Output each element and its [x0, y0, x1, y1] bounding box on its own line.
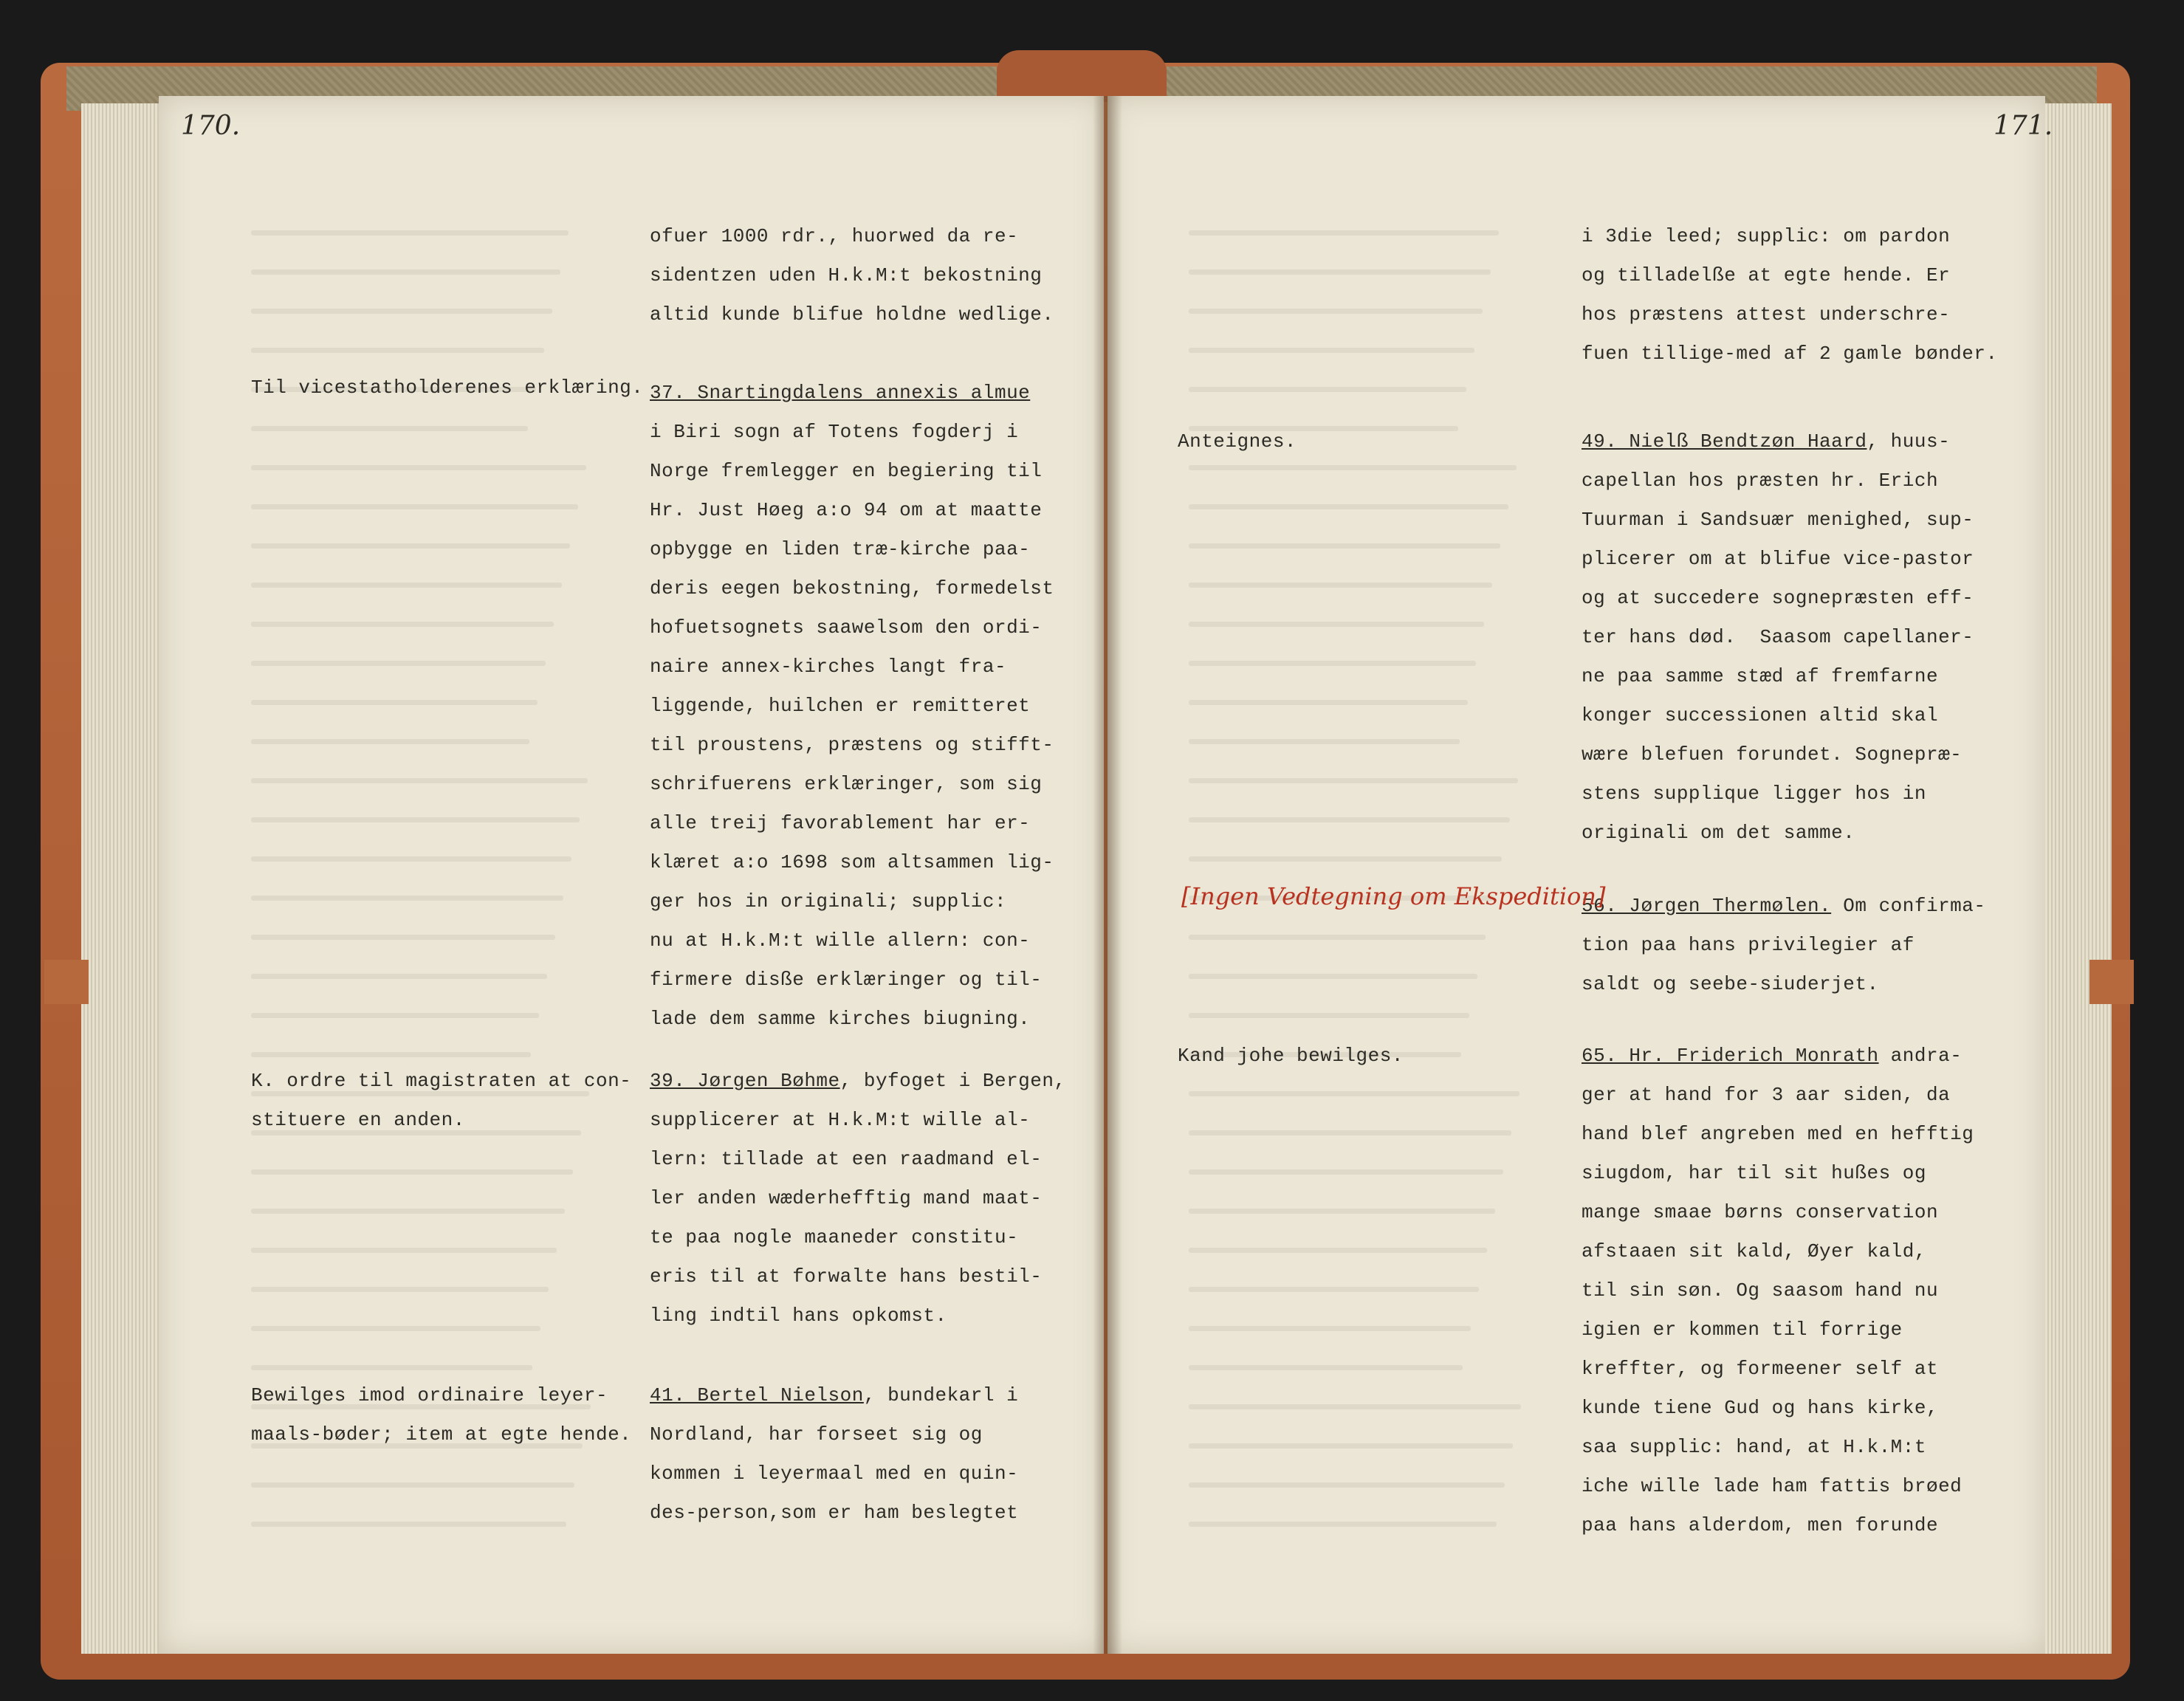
- bleed-through-stroke: [251, 1248, 557, 1253]
- bleed-through-stroke: [251, 778, 588, 783]
- bleed-through-stroke: [1189, 1013, 1469, 1018]
- text-line: igien er kommen til forrige: [1582, 1319, 1903, 1341]
- bleed-through-stroke: [1189, 583, 1492, 588]
- text-line: ger hos in originali; supplic:: [650, 890, 1007, 913]
- text-line: paa hans alderdom, men forunde: [1582, 1514, 1939, 1536]
- text-line: til proustens, præstens og stifft-: [650, 734, 1054, 756]
- text-line: ne paa samme stæd af fremfarne: [1582, 665, 1939, 687]
- text-line: Kand johe bewilges.: [1178, 1045, 1404, 1067]
- text-line: Til vicestatholderenes erklæring.: [251, 377, 644, 399]
- left-page: [159, 96, 1104, 1654]
- bleed-through-stroke: [251, 1482, 574, 1488]
- bleed-through-stroke: [251, 1052, 531, 1057]
- bleed-through-stroke: [1189, 974, 1477, 979]
- text-line: des-person,som er ham beslegtet: [650, 1502, 1019, 1524]
- text-line: afstaaen sit kald, Øyer kald,: [1582, 1240, 1926, 1262]
- bleed-through-stroke: [1189, 1326, 1471, 1331]
- bleed-through-stroke: [251, 817, 580, 822]
- bleed-through-stroke: [251, 269, 560, 275]
- bleed-through-stroke: [251, 1365, 532, 1370]
- bleed-through-stroke: [1189, 622, 1484, 627]
- text-line: liggende, huilchen er remitteret: [650, 695, 1031, 717]
- bleed-through-stroke: [1189, 1169, 1503, 1175]
- text-line: hofuetsognets saawelsom den ordi-: [650, 616, 1043, 639]
- text-line: originali om det samme.: [1582, 822, 1855, 844]
- text-line: kreffter, og formeener self at: [1582, 1358, 1939, 1380]
- text-line: konger successionen altid skal: [1582, 704, 1939, 726]
- text-line: 65. Hr. Friderich Monrath andra-: [1582, 1045, 1962, 1067]
- text-line: ofuer 1000 rdr., huorwed da re-: [650, 225, 1019, 247]
- bleed-through-stroke: [1189, 1522, 1497, 1527]
- text-line: siugdom, har til sit hußes og: [1582, 1162, 1926, 1184]
- bleed-through-stroke: [1189, 543, 1500, 549]
- text-line: stituere en anden.: [251, 1109, 465, 1131]
- bleed-through-stroke: [1189, 348, 1474, 353]
- text-line: lern: tillade at een raadmand el-: [650, 1148, 1043, 1170]
- text-line: til sin søn. Og saasom hand nu: [1582, 1279, 1939, 1302]
- text-line: capellan hos præsten hr. Erich: [1582, 470, 1939, 492]
- text-line: deris eegen bekostning, formedelst: [650, 577, 1054, 599]
- text-line: saa supplic: hand, at H.k.M:t: [1582, 1436, 1926, 1458]
- text-line: saldt og seebe-siuderjet.: [1582, 973, 1879, 995]
- leather-corner-left: [44, 960, 89, 1004]
- text-line: Bewilges imod ordinaire leyer-: [251, 1384, 608, 1406]
- bleed-through-stroke: [1189, 778, 1518, 783]
- text-line: maals-bøder; item at egte hende.: [251, 1423, 632, 1446]
- text-line: hos præstens attest underschre-: [1582, 303, 1951, 326]
- text-line: ling indtil hans opkomst.: [650, 1305, 947, 1327]
- text-line: firmere disße erklæringer og til-: [650, 969, 1043, 991]
- bleed-through-stroke: [1189, 935, 1486, 940]
- bleed-through-stroke: [251, 739, 529, 744]
- entry-heading: 37. Snartingdalens annexis almue: [650, 382, 1031, 404]
- text-line: naire annex-kirches langt fra-: [650, 656, 1007, 678]
- bleed-through-stroke: [251, 426, 528, 431]
- bleed-through-stroke: [1189, 504, 1508, 509]
- bleed-through-stroke: [251, 974, 547, 979]
- text-line: klæret a:o 1698 som altsammen lig-: [650, 851, 1054, 873]
- bleed-through-stroke: [251, 1091, 589, 1096]
- text-line: 49. Nielß Bendtzøn Haard, huus-: [1582, 430, 1951, 453]
- text-line: ter hans død. Saasom capellaner-: [1582, 626, 1974, 648]
- text-line: fuen tillige-med af 2 gamle bønder.: [1582, 343, 1998, 365]
- text-line: kunde tiene Gud og hans kirke,: [1582, 1397, 1939, 1419]
- text-line: Hr. Just Høeg a:o 94 om at maatte: [650, 499, 1043, 521]
- entry-heading: 49. Nielß Bendtzøn Haard: [1582, 430, 1867, 453]
- bleed-through-stroke: [251, 1287, 549, 1292]
- bleed-through-stroke: [251, 543, 570, 549]
- text-line: 41. Bertel Nielson, bundekarl i: [650, 1384, 1019, 1406]
- text-line: altid kunde blifue holdne wedlige.: [650, 303, 1054, 326]
- text-line: og tilladelße at egte hende. Er: [1582, 264, 1951, 286]
- handwritten-annotation: [Ingen Vedtegning om Ekspedition]: [1181, 882, 1606, 910]
- text-line: stens supplique ligger hos in: [1582, 783, 1926, 805]
- bleed-through-stroke: [251, 348, 544, 353]
- bleed-through-stroke: [251, 622, 554, 627]
- text-line: Nordland, har forseet sig og: [650, 1423, 983, 1446]
- bleed-through-stroke: [1189, 465, 1517, 470]
- bleed-through-stroke: [251, 583, 562, 588]
- entry-heading: 65. Hr. Friderich Monrath: [1582, 1045, 1879, 1067]
- text-line: ler anden wæderhefftig mand maat-: [650, 1187, 1043, 1209]
- page-number-left: 170.: [181, 111, 241, 141]
- bleed-through-stroke: [1189, 230, 1499, 236]
- bleed-through-stroke: [1189, 1209, 1495, 1214]
- text-line: opbygge en liden træ-kirche paa-: [650, 538, 1031, 560]
- leather-corner-right: [2089, 960, 2134, 1004]
- text-line: Anteignes.: [1178, 430, 1297, 453]
- page-edges-right: [2038, 103, 2112, 1654]
- bleed-through-stroke: [251, 700, 538, 705]
- text-line: nu at H.k.M:t wille allern: con-: [650, 929, 1031, 952]
- bleed-through-stroke: [1189, 1130, 1511, 1135]
- bleed-through-stroke: [1189, 1404, 1521, 1409]
- bleed-through-stroke: [1189, 856, 1502, 862]
- text-line: sidentzen uden H.k.M:t bekostning: [650, 264, 1043, 286]
- bleed-through-stroke: [251, 1169, 573, 1175]
- bleed-through-stroke: [1189, 739, 1460, 744]
- bleed-through-stroke: [251, 230, 569, 236]
- bleed-through-stroke: [251, 661, 546, 666]
- bleed-through-stroke: [251, 504, 578, 509]
- bleed-through-stroke: [1189, 269, 1491, 275]
- text-line: Norge fremlegger en begiering til: [650, 460, 1043, 482]
- text-line: ger at hand for 3 aar siden, da: [1582, 1084, 1951, 1106]
- text-line: hand blef angreben med en hefftig: [1582, 1123, 1974, 1145]
- text-line: K. ordre til magistraten at con-: [251, 1070, 632, 1092]
- text-line: og at succedere sognepræsten eff-: [1582, 587, 1974, 609]
- bleed-through-stroke: [1189, 1482, 1505, 1488]
- page-number-right: 171.: [1994, 111, 2053, 141]
- text-line: wære blefuen forundet. Sognepræ-: [1582, 743, 1962, 766]
- bleed-through-stroke: [1189, 309, 1483, 314]
- bleed-through-stroke: [1189, 700, 1468, 705]
- bleed-through-stroke: [1189, 387, 1466, 392]
- bleed-through-stroke: [251, 935, 555, 940]
- book-gutter: [1093, 96, 1122, 1654]
- text-line: mange smaae børns conservation: [1582, 1201, 1939, 1223]
- text-line: i 3die leed; supplic: om pardon: [1582, 225, 1951, 247]
- text-line: i Biri sogn af Totens fogderj i: [650, 421, 1019, 443]
- text-line: plicerer om at blifue vice-pastor: [1582, 548, 1974, 570]
- text-line: iche wille lade ham fattis brøed: [1582, 1475, 1962, 1497]
- bleed-through-stroke: [251, 1013, 539, 1018]
- bleed-through-stroke: [1189, 1091, 1519, 1096]
- bleed-through-stroke: [1189, 817, 1510, 822]
- spine-headband: [997, 50, 1167, 102]
- bleed-through-stroke: [251, 1326, 540, 1331]
- text-line: tion paa hans privilegier af: [1582, 934, 1915, 956]
- entry-heading: 39. Jørgen Bøhme: [650, 1070, 840, 1092]
- bleed-through-stroke: [251, 856, 571, 862]
- bleed-through-stroke: [251, 1522, 566, 1527]
- bleed-through-stroke: [251, 309, 552, 314]
- text-line: schrifuerens erklæringer, som sig: [650, 773, 1043, 795]
- bleed-through-stroke: [251, 1209, 565, 1214]
- bleed-through-stroke: [251, 465, 586, 470]
- text-line: eris til at forwalte hans bestil-: [650, 1265, 1043, 1288]
- bleed-through-stroke: [251, 1130, 581, 1135]
- entry-heading: 56. Jørgen Thermølen.: [1582, 895, 1832, 917]
- text-line: te paa nogle maaneder constitu-: [650, 1226, 1019, 1248]
- text-line: Tuurman i Sandsuær menighed, sup-: [1582, 509, 1974, 531]
- text-line: alle treij favorablement har er-: [650, 812, 1031, 834]
- text-line: kommen i leyermaal med en quin-: [650, 1463, 1019, 1485]
- text-line: [650, 382, 1030, 404]
- entry-heading: 41. Bertel Nielson: [650, 1384, 864, 1406]
- bleed-through-stroke: [1189, 661, 1476, 666]
- text-line: lade dem samme kirches biugning.: [650, 1008, 1031, 1030]
- text-line: 56. Jørgen Thermølen. Om confirma-: [1582, 895, 1986, 917]
- bleed-through-stroke: [1189, 1248, 1487, 1253]
- bleed-through-stroke: [251, 896, 563, 901]
- right-page: [1108, 96, 2045, 1654]
- text-line: 39. Jørgen Bøhme, byfoget i Bergen,: [650, 1070, 1066, 1092]
- page-edges-left: [81, 103, 162, 1654]
- bleed-through-stroke: [1189, 1443, 1513, 1449]
- bleed-through-stroke: [1189, 1365, 1463, 1370]
- bleed-through-stroke: [1189, 1287, 1479, 1292]
- text-line: supplicerer at H.k.M:t wille al-: [650, 1109, 1031, 1131]
